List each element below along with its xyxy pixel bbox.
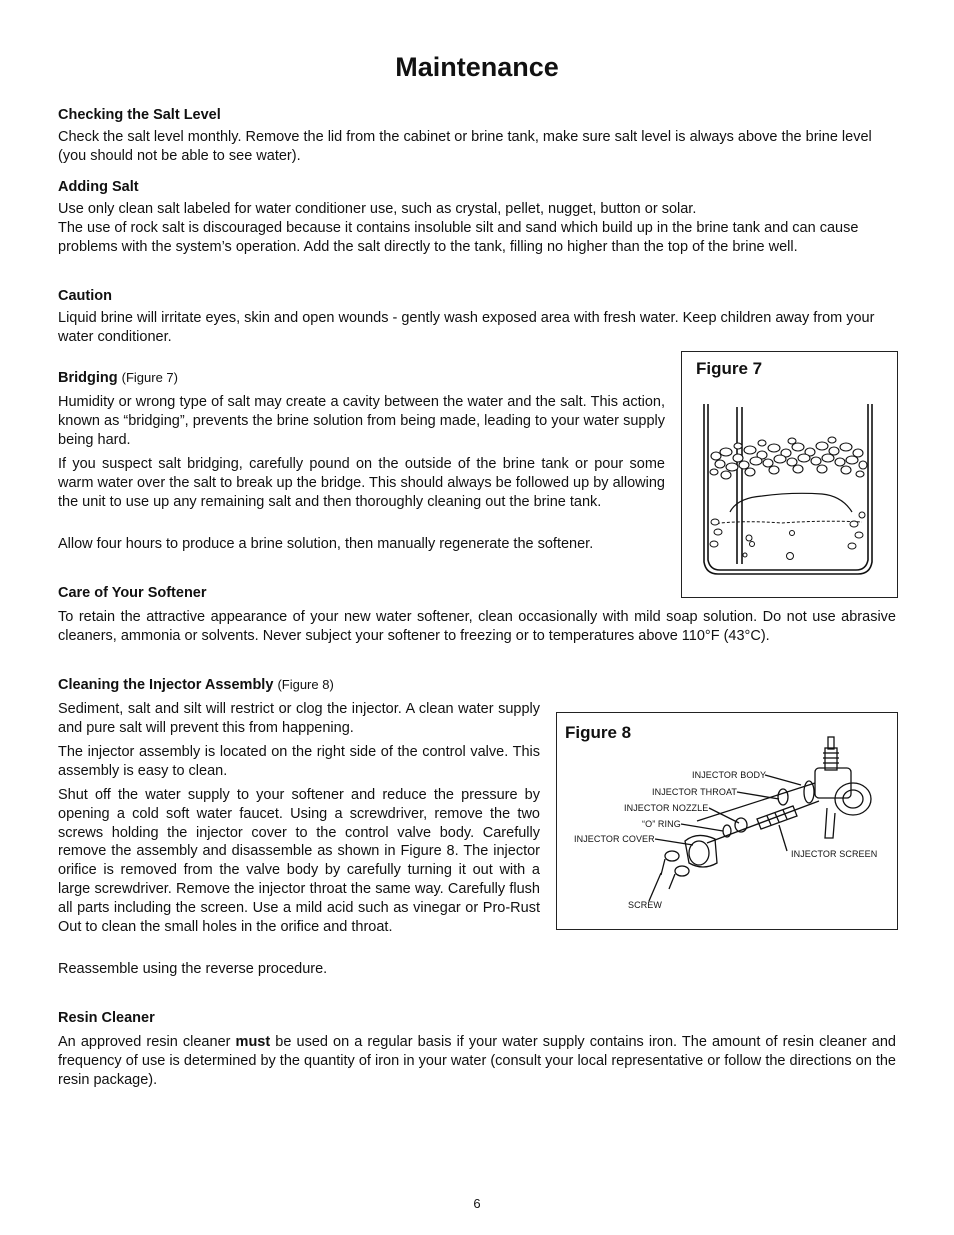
label-screw: SCREW [628, 900, 662, 910]
page-number: 6 [473, 1196, 481, 1211]
adding-salt-text-2: The use of rock salt is discouraged because it contains insoluble silt and sand which build up in the brine tank and can cause problems with the system’s operation. Add the salt directly to the tank, filling no higher than the top of the brine well. [58, 220, 859, 255]
bridging-figure-ref: (Figure 7) [121, 370, 178, 385]
label-o-ring: “O” RING [642, 819, 681, 829]
resin-heading: Resin Cleaner [58, 1010, 155, 1026]
bridging-paragraph-1: Humidity or wrong type of salt may create a cavity between the water and the salt. This action, known as “bridging”, prevents the brine solution from being made, leading to your water supply being hard. [58, 394, 665, 448]
resin-text-before: An approved resin cleaner [58, 1034, 236, 1050]
adding-salt-heading: Adding Salt [58, 179, 139, 195]
label-injector-screen: INJECTOR SCREEN [791, 849, 878, 859]
figure-8-label: Figure 8 [565, 723, 632, 742]
label-injector-cover: INJECTOR COVER [574, 834, 655, 844]
adding-salt-text-1: Use only clean salt labeled for water conditioner use, such as crystal, pellet, nugget, button or solar. [58, 201, 697, 217]
resin-text-after: be used on a regular basis if your water supply contains iron. The amount of resin cleaner and frequency of use is determined by the quantity of iron in your water (consult your local representative or follow the directions on the resin package). [58, 1034, 896, 1088]
page-title: Maintenance [395, 52, 559, 82]
resin-text-emphasis: must [235, 1034, 271, 1050]
resin-text [58, 1033, 896, 1089]
injector-figure-ref: (Figure 8) [277, 677, 334, 692]
brine-tank-illustration [682, 352, 897, 597]
care-text: To retain the attractive appearance of your new water softener, clean occasionally with mild soap solution. Do not use abrasive cleaners, ammonia or solvents. Never subject your softener to freezing or to temperatures above 110°F (43°C). [58, 609, 896, 644]
injector-paragraph-2: The injector assembly is located on the right side of the control valve. This assembly is easy to clean. [58, 744, 540, 779]
injector-heading [58, 677, 334, 693]
injector-paragraph-4: Reassemble using the reverse procedure. [58, 961, 328, 977]
bridging-paragraph-3: Allow four hours to produce a brine solution, then manually regenerate the softener. [58, 536, 594, 552]
salt-level-heading: Checking the Salt Level [58, 107, 221, 123]
bridging-heading [58, 370, 178, 386]
label-injector-body: INJECTOR BODY [692, 770, 767, 780]
figure-8 [556, 712, 898, 930]
figure-7-label: Figure 7 [696, 359, 763, 378]
injector-paragraph-1: Sediment, salt and silt will restrict or clog the injector. A clean water supply and pure salt will prevent this from happening. [58, 701, 540, 736]
caution-text: Liquid brine will irritate eyes, skin and open wounds - gently wash exposed area with fresh water. Keep children away from your water conditioner. [58, 310, 875, 345]
bridging-paragraph-2: If you suspect salt bridging, carefully pound on the outside of the brine tank or pour some warm water over the salt to break up the bridge. This should always be followed up by allowing the unit to use up any remaining salt and then thoroughly cleaning out the brine tank. [58, 456, 665, 510]
injector-paragraph-3: Shut off the water supply to your softener and reduce the pressure by opening a cold soft water faucet. Using a screwdriver, remove the two screws holding the injector cover to the control valve body. Carefully remove the assembly and disassemble as shown in Figure 8. The injector orifice is removed from the valve body by carefully turning it out with a large screwdriver. Remove the injector throat the same way. Carefully flush all parts including the screen. Use a mild acid such as vinegar or Pro-Rust Out to clean the small holes in the orifice and throat. [58, 787, 540, 935]
salt-level-text: Check the salt level monthly. Remove the lid from the cabinet or brine tank, make sure salt level is always above the brine level (you should not be able to see water). [58, 129, 872, 164]
care-heading: Care of Your Softener [58, 585, 207, 601]
label-injector-nozzle: INJECTOR NOZZLE [624, 803, 709, 813]
caution-heading: Caution [58, 288, 112, 304]
bridging-heading-label: Bridging [58, 370, 118, 386]
injector-assembly-illustration [557, 713, 897, 929]
injector-heading-label: Cleaning the Injector Assembly [58, 677, 274, 693]
label-injector-throat: INJECTOR THROAT [652, 787, 738, 797]
figure-7 [681, 351, 898, 598]
